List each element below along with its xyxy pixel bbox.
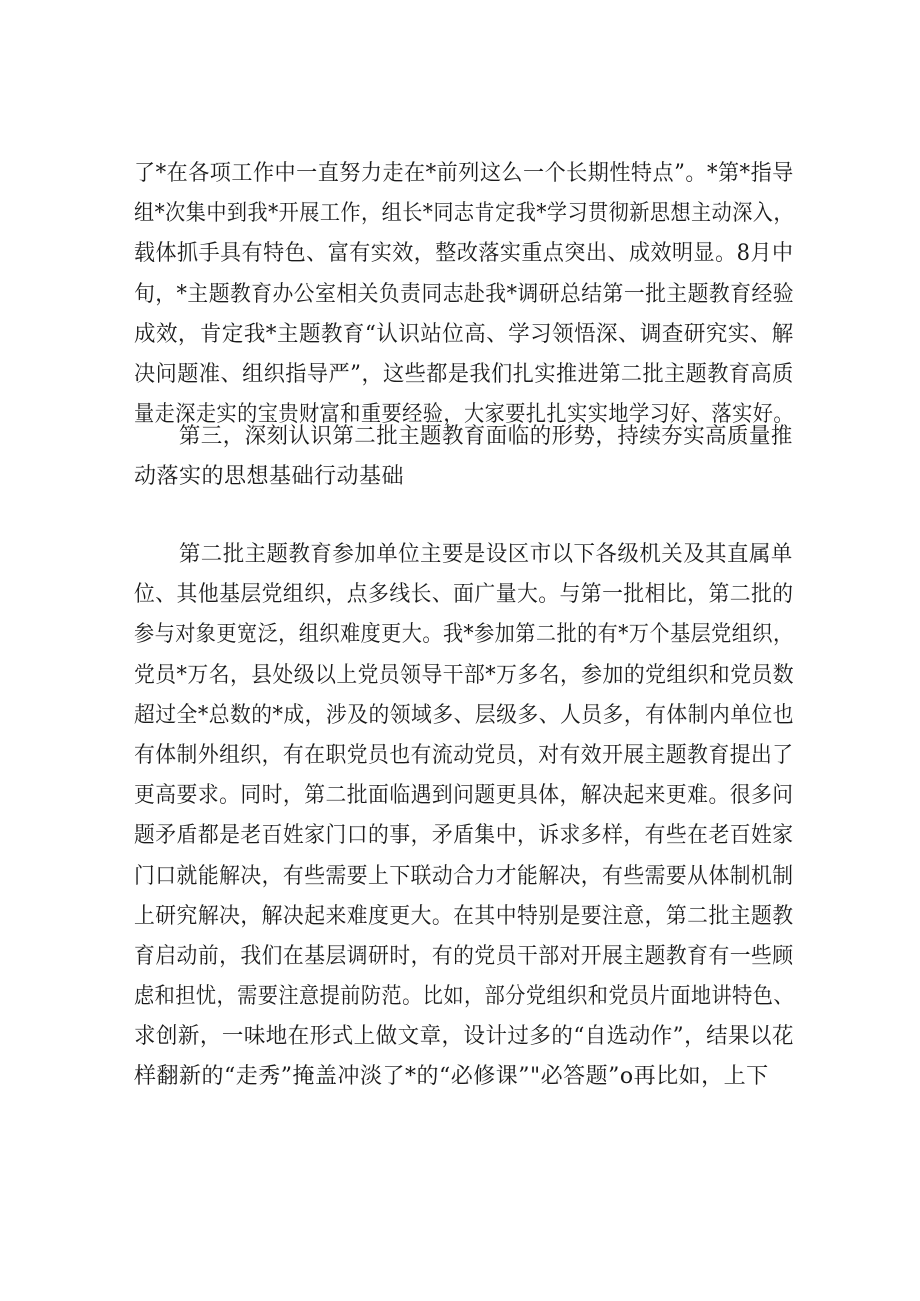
text-line: 育启动前，我们在基层调研时，有的党员干部对开展主题教育有一些顾 [134,943,794,969]
text-line: 第二批主题教育参加单位主要是设区市以下各级机关及其直属单 [178,542,793,567]
text-line: 门口就能解决，有些需要上下联动合力才能解决，有些需要从体制机制 [134,863,794,889]
text-line: 组*次集中到我*开展工作，组长*同志肯定我*学习贯彻新思想主动深入， [134,201,795,227]
text-line: 样翻新的“走秀”掩盖冲淡了*的“必修课”"必答题”o再比如，上下 [134,1064,769,1090]
text-line: 题矛盾都是老百姓家门口的事，矛盾集中，诉求多样，有些在老百姓家 [134,823,794,849]
text-line: 动落实的思想基础行动基础 [134,464,405,490]
section-heading-paragraph [134,417,794,497]
text-line: 党员*万名，县处级以上党员领导干部*万多名，参加的党组织和党员数 [134,662,795,688]
text-line: 求创新，一味地在形式上做文章，设计过多的“自选动作”，结果以花 [134,1024,794,1050]
text-line: 决问题准、组织指导严”，这些都是我们扎实推进第二批主题教育高质 [134,361,794,387]
text-line: 位、其他基层党组织，点多线长、面广量大。与第一批相比，第二批的 [134,582,794,608]
paragraph-3 [134,535,794,1098]
text-line: 第三，深刻认识第二批主题教育面临的形势，持续夯实高质量推 [178,424,793,449]
paragraph-1 [134,154,794,435]
text-line: 更高要求。同时，第二批面临遇到问题更具体，解决起来更难。很多问 [134,783,794,809]
text-line: 超过全*总数的*成，涉及的领域多、层级多、人员多，有体制内单位也 [134,702,795,728]
text-line: 了*在各项工作中一直努力走在*前列这么一个长期性特点”。*第*指导 [134,161,794,186]
text-line: 载体抓手具有特色、富有实效，整改落实重点突出、成效明显。8月中 [134,241,794,267]
text-line: 成效，肯定我*主题教育“认识站位高、学习领悟深、调查研究实、解 [134,321,794,347]
text-line: 上研究解决，解决起来难度更大。在其中特别是要注意，第二批主题教 [134,903,794,929]
text-line: 量走深走实的宝贵财富和重要经验，大家要扎扎实实地学习好、落实好。 [134,402,795,428]
text-line: 参与对象更宽泛，组织难度更大。我*参加第二批的有*万个基层党组织， [134,622,794,648]
text-line: 有体制外组织，有在职党员也有流动党员，对有效开展主题教育提出了 [134,742,794,768]
text-line: 旬，*主题教育办公室相关负责同志赴我*调研总结第一批主题教育经验 [134,281,795,307]
text-line: 虑和担忧，需要注意提前防范。比如，部分党组织和党员片面地讲特色、 [134,984,795,1010]
